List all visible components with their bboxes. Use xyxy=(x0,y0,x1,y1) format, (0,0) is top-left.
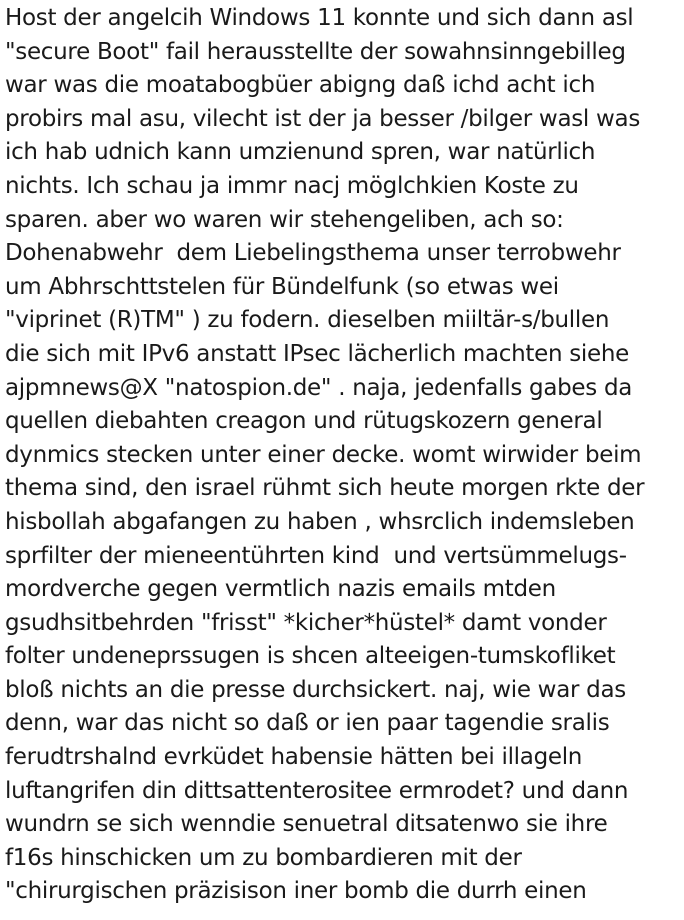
text-line: probirs mal asu, vilecht ist der ja besser /bilger wasl was xyxy=(5,105,641,132)
text-line: sparen. aber wo waren wir stehengeliben, ach so: xyxy=(5,206,564,233)
text-line: dynmics stecken unter einer decke. womt wirwider beim xyxy=(5,441,642,468)
text-line: ich hab udnich kann umzienund spren, war natürlich xyxy=(5,139,596,166)
text-line: wundrn se sich wenndie senuetral ditsatenwo sie ihre xyxy=(5,811,608,838)
text-line: bloß nichts an die presse durchsickert. naj, wie war das xyxy=(5,676,626,703)
text-line: "viprinet (R)TM" ) zu fodern. dieselben miiltär-s/bullen xyxy=(5,307,610,334)
text-line: um Abhrschttstelen für Bündelfunk (so etwas wei xyxy=(5,273,559,300)
text-line: ferudtrshalnd evrküdet habensie hätten bei illageln xyxy=(5,744,583,771)
text-line: Host der angelcih Windows 11 konnte und sich dann asl xyxy=(5,5,634,31)
text-line: quellen diebahten creagon und rütugskozern general xyxy=(5,408,603,435)
text-line: die sich mit IPv6 anstatt IPsec lächerlich machten siehe xyxy=(5,340,629,367)
text-line: folter undeneprssugen is shcen alteeigen-tumskofliket xyxy=(5,643,616,670)
text-line: luftangrifen din dittsattenterositee ermrodet? und dann xyxy=(5,777,629,804)
text-line: f16s hinschicken um zu bombardieren mit der xyxy=(5,844,522,871)
text-line: "chirurgischen präzisison iner bomb die durrh einen xyxy=(5,878,587,905)
text-line: thema sind, den israel rühmt sich heute morgen rkte der xyxy=(5,475,645,502)
text-line: sprfilter der mieneentührten kind und vertsümmelugs- xyxy=(5,542,627,569)
text-line: hisbollah abgafangen zu haben , whsrclich indemsleben xyxy=(5,508,635,535)
text-line: denn, war das nicht so daß or ien paar tagendie sralis xyxy=(5,710,610,737)
text-line: gsudhsitbehrden "frisst" *kicher*hüstel* damt vonder xyxy=(5,609,607,636)
text-line: "secure Boot" fail herausstellte der sowahnsinngebilleg xyxy=(5,38,626,65)
text-line: war was die moatabogbüer abigng daß ichd acht ich xyxy=(5,72,596,99)
text-line: ajpmnews@X "natospion.de" . naja, jedenfalls gabes da xyxy=(5,374,633,401)
text-line: Dohenabwehr dem Liebelingsthema unser terrobwehr xyxy=(5,240,621,267)
text-line: mordverche gegen vermtlich nazis emails mtden xyxy=(5,576,556,603)
document-text xyxy=(5,2,681,909)
text-line: nichts. Ich schau ja immr nacj möglchkien Koste zu xyxy=(5,172,579,199)
